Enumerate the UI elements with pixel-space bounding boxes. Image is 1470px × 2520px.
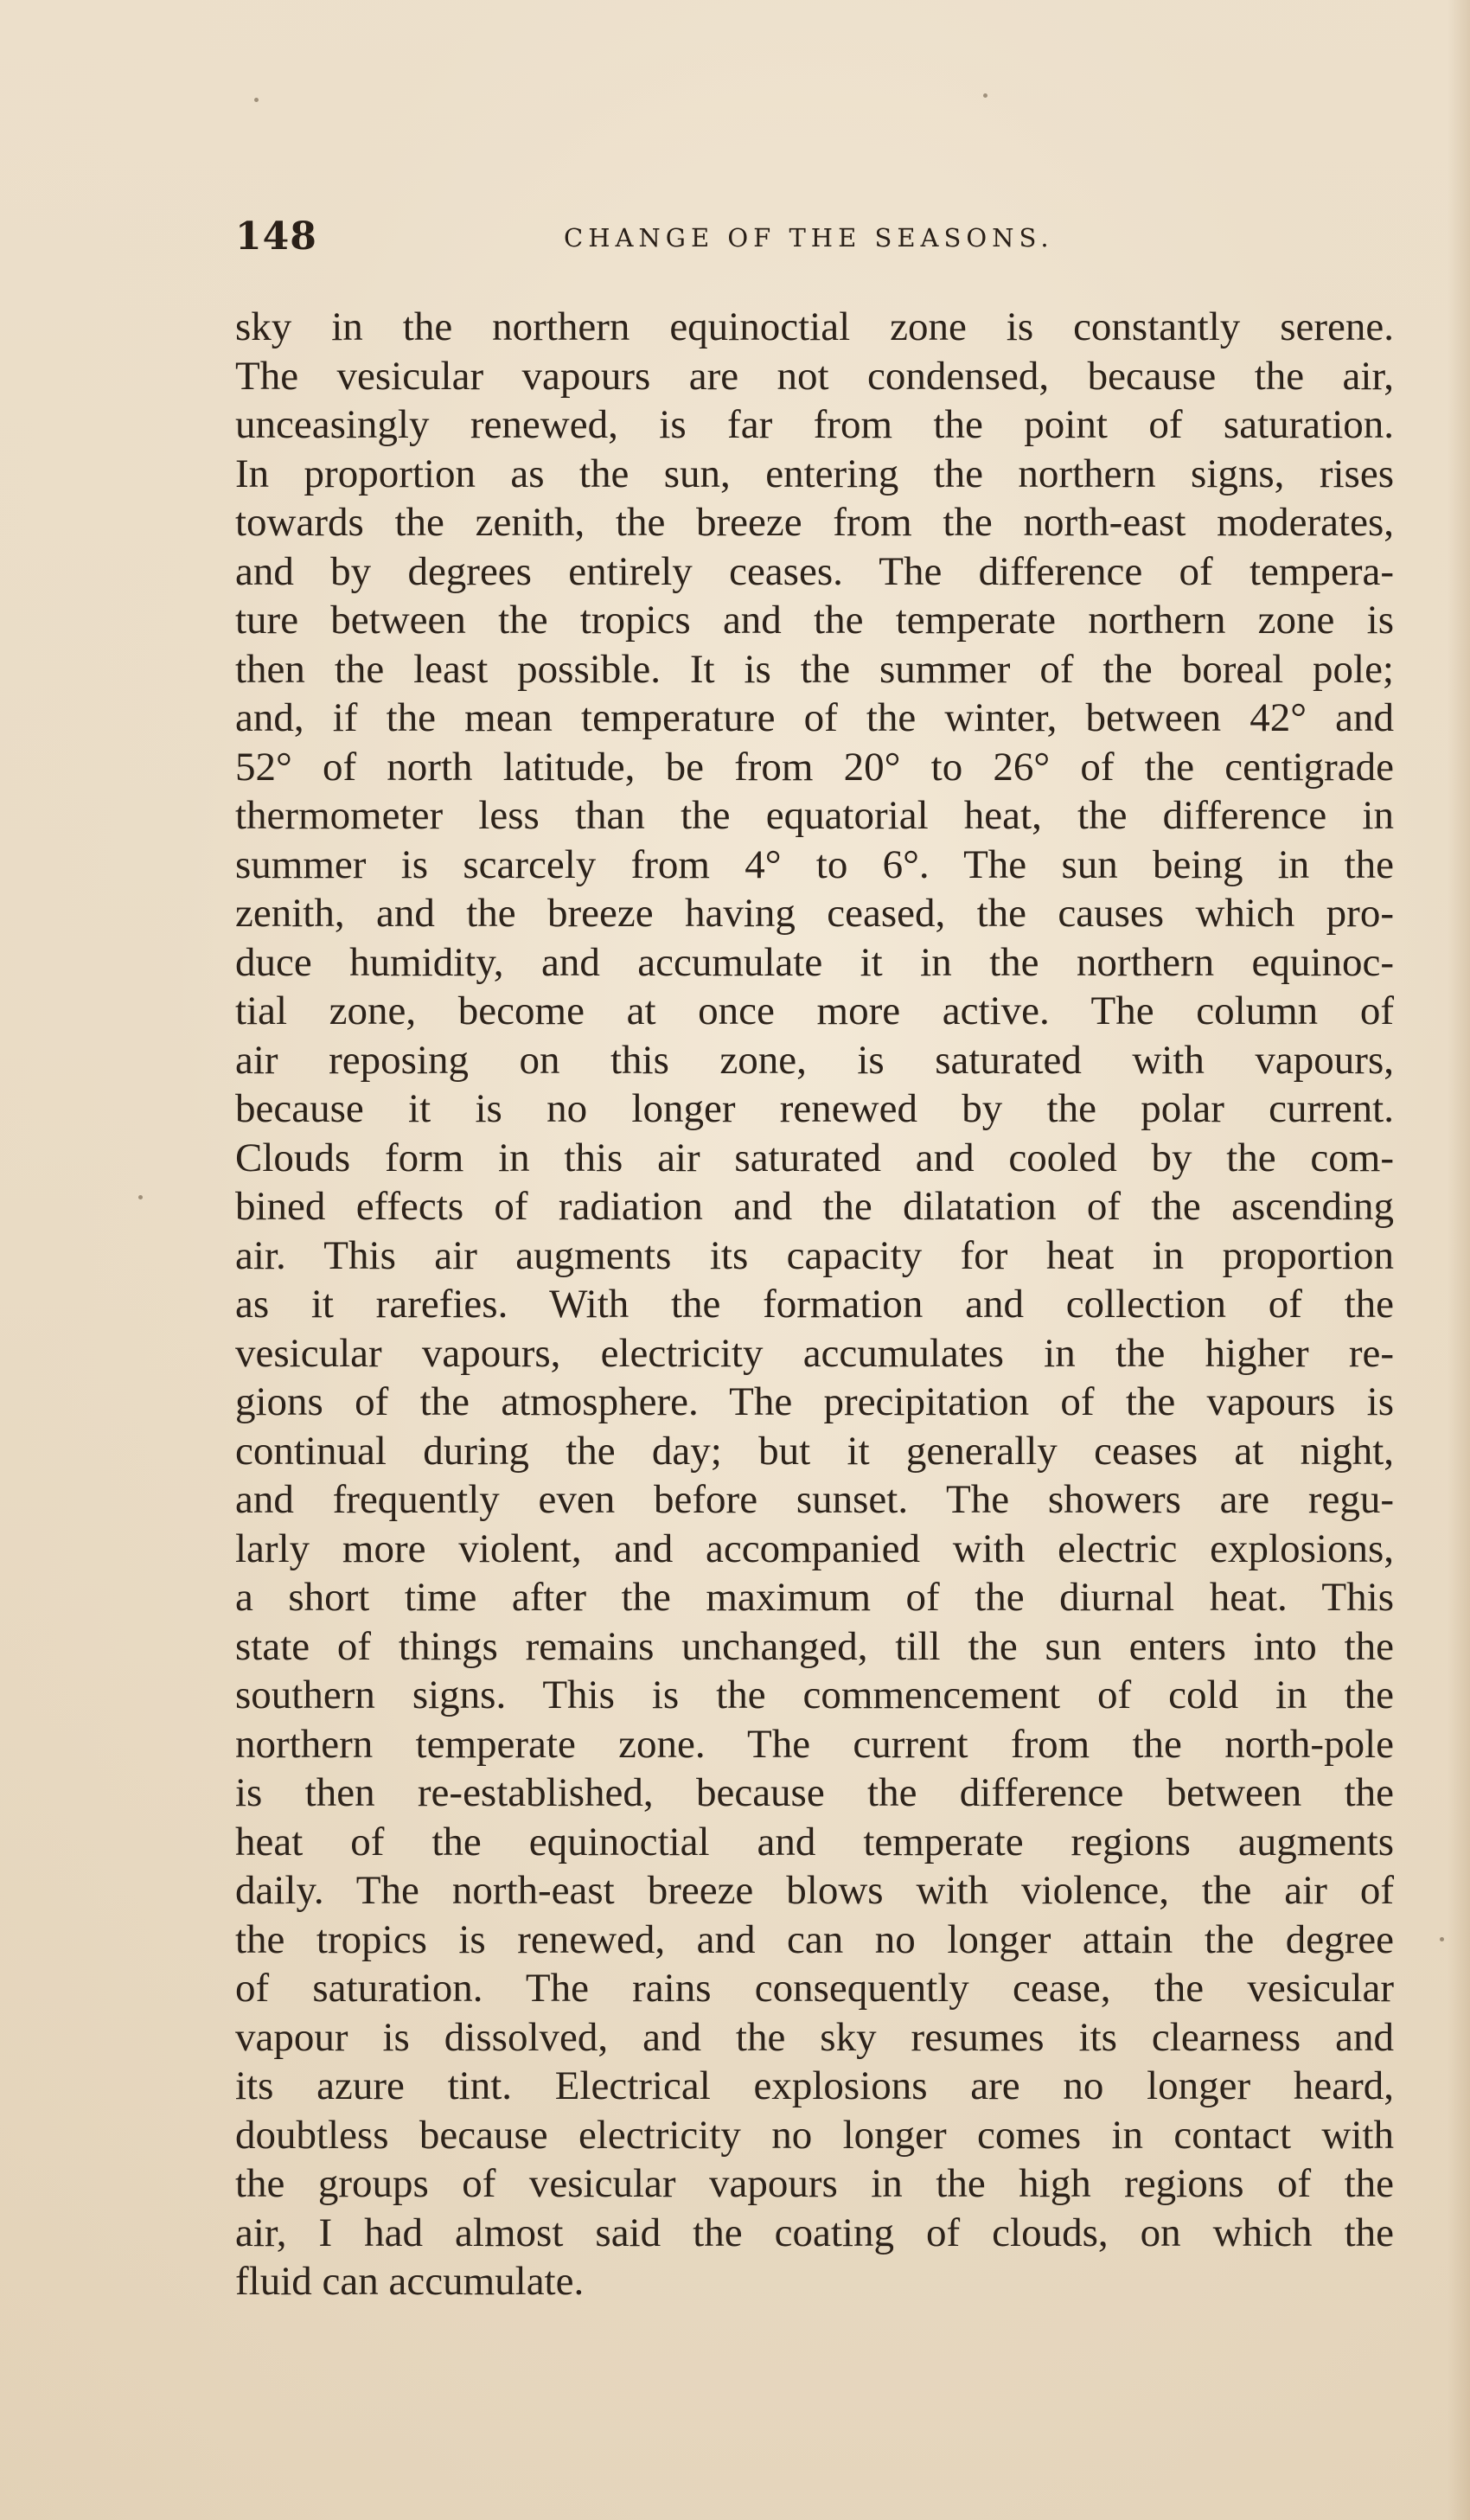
page-number: 148 [235, 214, 317, 259]
running-title: CHANGE OF THE SEASONS. [564, 223, 1054, 253]
text-line: thermometer less than the equatorial heat, the difference in [235, 793, 1394, 838]
text-line: state of things remains unchanged, till the sun enters into the [235, 1623, 1394, 1669]
text-line: unceasingly renewed, is far from the point of saturation. [235, 402, 1394, 447]
text-line: and by degrees entirely ceases. The difference of tempera- [235, 548, 1394, 594]
text-line: sky in the northern equinoctial zone is constantly serene. [235, 304, 1394, 349]
text-line: and, if the mean temperature of the winter, between 42° and [235, 695, 1394, 740]
text-line: because it is no longer renewed by the polar current. [235, 1086, 1394, 1131]
text-line: the tropics is renewed, and can no longer attain the degree [235, 1916, 1394, 1962]
text-line: vapour is dissolved, and the sky resumes its clearness and [235, 2014, 1394, 2060]
text-line: is then re-established, because the difference between the [235, 1770, 1394, 1815]
text-line: gions of the atmosphere. The precipitation of the vapours is [235, 1379, 1394, 1424]
text-line: 52° of north latitude, be from 20° to 26° of the centigrade [235, 744, 1394, 790]
text-line: air, I had almost said the coating of clouds, on which the [235, 2210, 1394, 2255]
text-line: northern temperate zone. The current from the north-pole [235, 1721, 1394, 1767]
text-line: the groups of vesicular vapours in the high regions of the [235, 2161, 1394, 2206]
text-line: air reposing on this zone, is saturated with vapours, [235, 1037, 1394, 1083]
paper-speck [138, 1195, 143, 1199]
text-line: zenith, and the breeze having ceased, the causes which pro- [235, 891, 1394, 936]
text-line: a short time after the maximum of the diurnal heat. This [235, 1575, 1394, 1620]
text-line: Clouds form in this air saturated and cooled by the com- [235, 1135, 1394, 1180]
text-line: then the least possible. It is the summer of the boreal pole; [235, 646, 1394, 692]
text-line: its azure tint. Electrical explosions are no longer heard, [235, 2063, 1394, 2108]
text-line: heat of the equinoctial and temperate regions augments [235, 1819, 1394, 1864]
text-line: fluid can accumulate. [235, 2259, 585, 2304]
text-line: larly more violent, and accompanied with electric explosions, [235, 1525, 1394, 1571]
text-line: southern signs. This is the commencement of cold in the [235, 1673, 1394, 1717]
text-line: vesicular vapours, electricity accumulates in the higher re- [235, 1330, 1394, 1376]
text-line: as it rarefies. With the formation and collection of the [235, 1282, 1394, 1327]
text-line: daily. The north-east breeze blows with violence, the air of [235, 1868, 1394, 1913]
text-line: The vesicular vapours are not condensed, because the air, [235, 353, 1394, 399]
text-line: of saturation. The rains consequently cease, the vesicular [235, 1966, 1394, 2011]
text-line: duce humidity, and accumulate it in the northern equinoc- [235, 939, 1394, 985]
text-line: bined effects of radiation and the dilatation of the ascending [235, 1184, 1394, 1229]
paper-speck [1440, 1937, 1444, 1941]
text-line: ture between the tropics and the temperate northern zone is [235, 598, 1394, 643]
text-line: tial zone, become at once more active. The column of [235, 988, 1394, 1033]
paper-speck [254, 98, 259, 102]
page-edge-shadow [1448, 0, 1470, 2520]
text-line: In proportion as the sun, entering the northern signs, rises [235, 451, 1394, 496]
body-text [235, 303, 1394, 2306]
text-line: and frequently even before sunset. The showers are regu- [235, 1477, 1394, 1522]
paper-speck [983, 93, 987, 98]
text-line: air. This air augments its capacity for heat in proportion [235, 1232, 1394, 1278]
running-head [235, 214, 1394, 266]
text-line: summer is scarcely from 4° to 6°. The sun being in the [235, 841, 1394, 887]
text-line: doubtless because electricity no longer comes in contact with [235, 2112, 1394, 2158]
text-line: continual during the day; but it generally ceases at night, [235, 1428, 1394, 1474]
text-line: towards the zenith, the breeze from the north-east moderates, [235, 500, 1394, 545]
